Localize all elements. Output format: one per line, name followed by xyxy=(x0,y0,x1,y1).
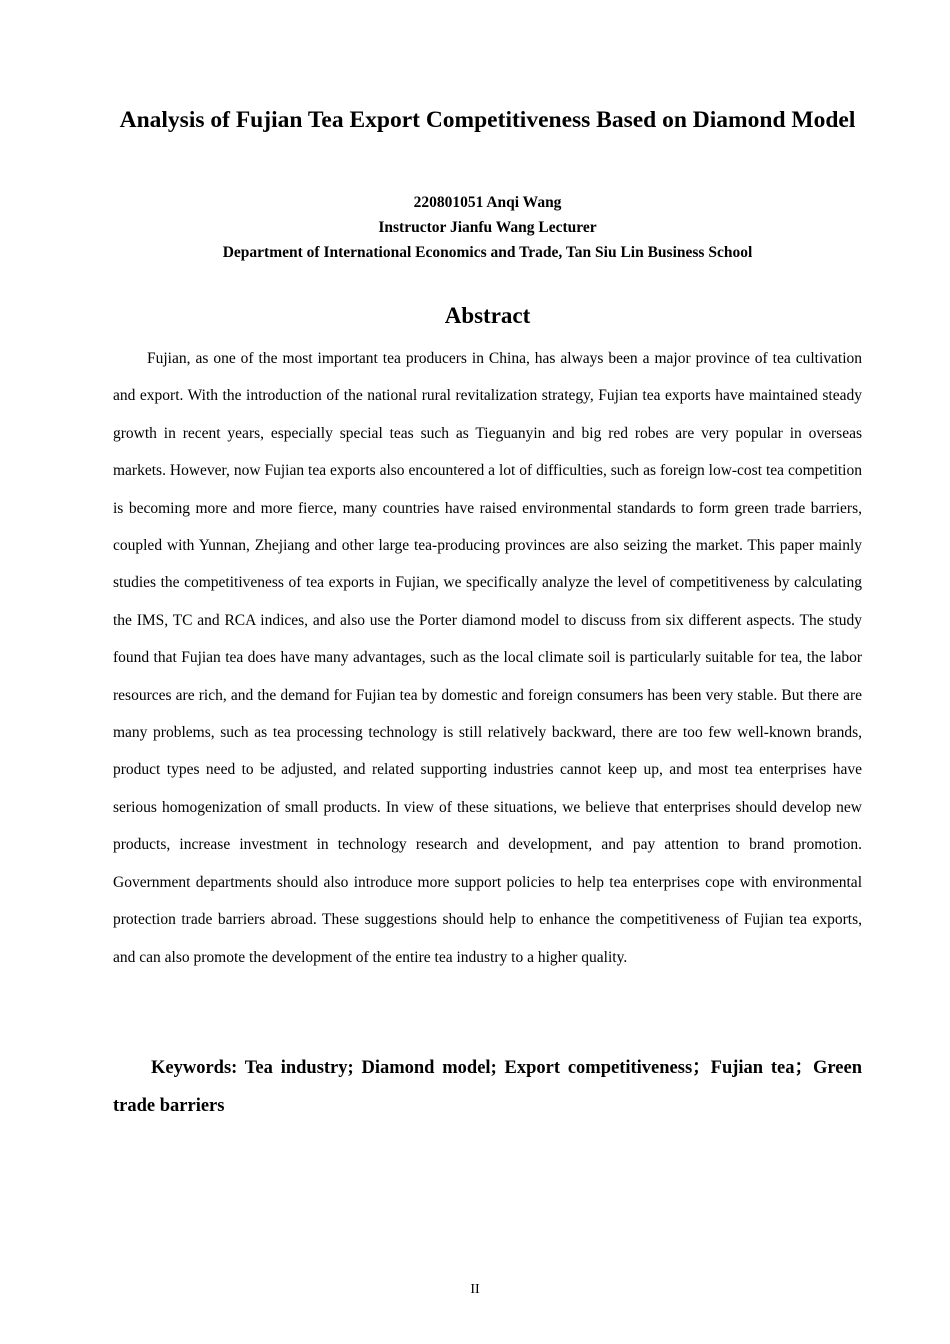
keywords-line: Keywords: Tea industry; Diamond model; Export competitiveness；Fujian tea；Green trade barriers xyxy=(113,1058,862,1116)
paper-title: Analysis of Fujian Tea Export Competitiveness Based on Diamond Model xyxy=(119,107,856,133)
instructor-line: Instructor Jianfu Wang Lecturer xyxy=(378,219,597,236)
department-line: Department of International Economics and Trade, Tan Siu Lin Business School xyxy=(222,244,753,261)
author-line: 220801051 Anqi Wang xyxy=(413,194,562,211)
abstract-body: Fujian, as one of the most important tea producers in China, has always been a major province of tea cultivation and export. With the introduction of the national rural revitalization strategy, Fujian tea exports have maintained steady growth in recent years, especially special teas such as Tieguanyin and big red robes are very popular in overseas markets. However, now Fujian tea exports also encountered a lot of difficulties, such as foreign low-cost tea competition is becoming more and more fierce, many countries have raised environmental standards to form green trade barriers, coupled with Yunnan, Zhejiang and other large tea-producing provinces are also seizing the market. This paper mainly studies the competitiveness of tea exports in Fujian, we specifically analyze the level of competitiveness by calculating the IMS, TC and RCA indices, and also use the Porter diamond model to discuss from six different aspects. The study found that Fujian tea does have many advantages, such as the local climate soil is particularly suitable for tea, the labor resources are rich, and the demand for Fujian tea by domestic and foreign consumers has been very stable. But there are many problems, such as tea processing technology is still relatively backward, there are too few well-known brands, product types need to be adjusted, and related supporting industries cannot keep up, and most tea enterprises have serious homogenization of small products. In view of these situations, we believe that enterprises should develop new products, increase investment in technology research and development, and pay attention to brand promotion. Government departments should also introduce more support policies to help tea enterprises cope with environmental protection trade barriers abroad. These suggestions should help to enhance the competitiveness of Fujian tea exports, and can also promote the development of the entire tea industry to a higher quality. xyxy=(113,350,862,966)
author-block xyxy=(113,190,862,265)
abstract-heading: Abstract xyxy=(444,303,531,328)
page-number: II xyxy=(470,1282,480,1297)
